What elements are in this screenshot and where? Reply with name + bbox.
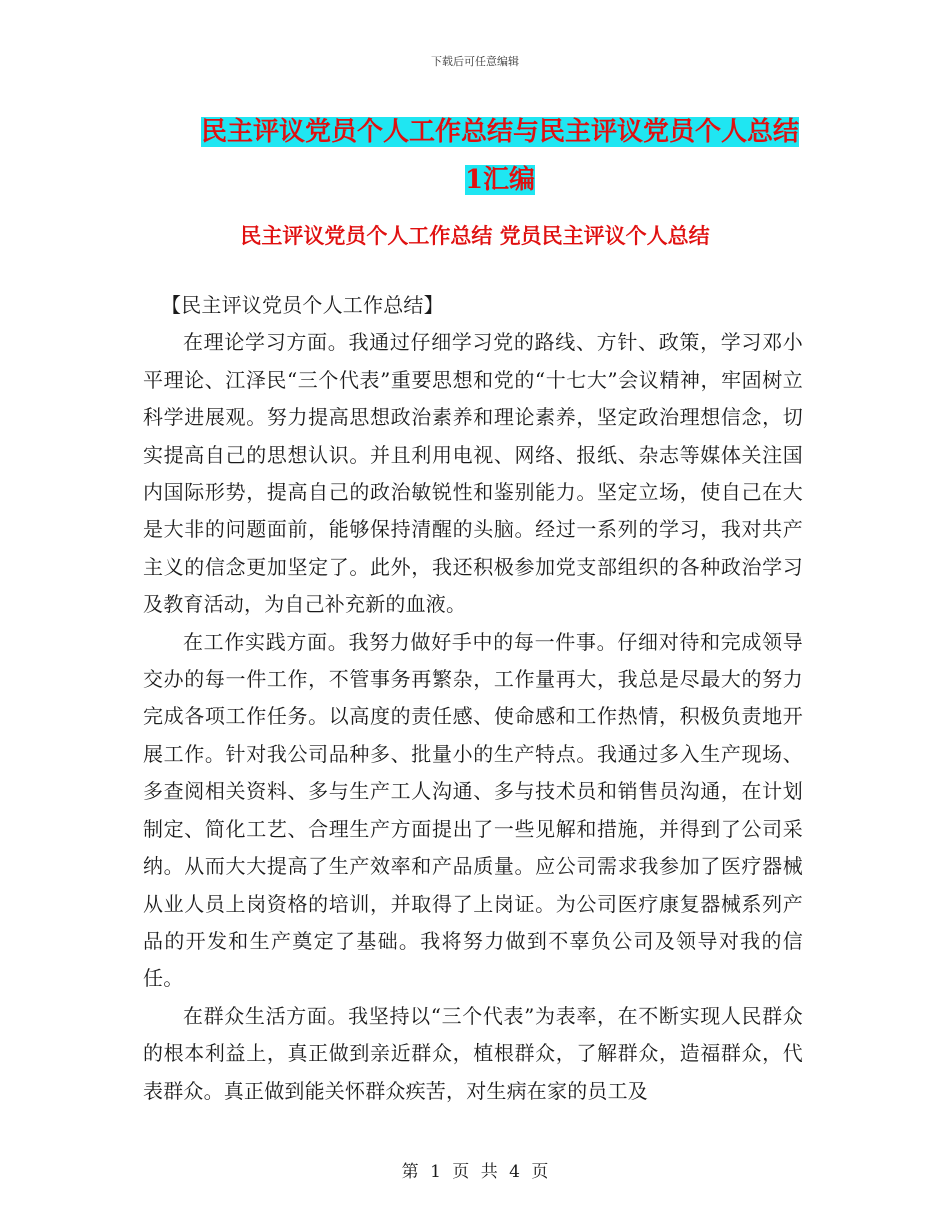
title-line-1: 民主评议党员个人工作总结与民主评议党员个人总结 bbox=[200, 117, 799, 147]
paragraph-theory-study: 在理论学习方面。我通过仔细学习党的路线、方针、政策，学习邓小平理论、江泽民“三个代表”重要思想和党的“十七大”会议精神，牢固树立科学进展观。努力提高思想政治素养和理论素养，坚定政治理想信念，切实提高自己的思想认识。并且利用电视、网络、报纸、杂志等媒体关注国内国际形势，提高自己的政治敏锐性和鉴别能力。坚定立场，使自己在大是大非的问题面前，能够保持清醒的头脑。经过一系列的学习，我对共产主义的信念更加坚定了。此外，我还积极参加党支部组织的各种政治学习及教育活动，为自己补充新的血液。 bbox=[143, 330, 803, 617]
document-title bbox=[160, 108, 840, 204]
document-subtitle: 民主评议党员个人工作总结 党员民主评议个人总结 bbox=[240, 223, 710, 248]
header-note: 下载后可任意编辑 bbox=[431, 55, 519, 68]
document-body bbox=[143, 287, 803, 1110]
paragraph-work-practice: 在工作实践方面。我努力做好手中的每一件事。仔细对待和完成领导交办的每一件工作，不管事务再繁杂，工作量再大，我总是尽最大的努力完成各项工作任务。以高度的责任感、使命感和工作热情，积极负责地开展工作。针对我公司品种多、批量小的生产特点。我通过多入生产现场、多查阅相关资料、多与生产工人沟通、多与技术员和销售员沟通，在计划制定、简化工艺、合理生产方面提出了一些见解和措施，并得到了公司采纳。从而大大提高了生产效率和产品质量。应公司需求我参加了医疗器械从业人员上岗资格的培训，并取得了上岗证。为公司医疗康复器械系列产品的开发和生产奠定了基础。我将努力做到不辜负公司及领导对我的信任。 bbox=[143, 629, 803, 991]
section-heading: 【民主评议党员个人工作总结】 bbox=[161, 293, 444, 317]
page-footer: 第 1 页 共 4 页 bbox=[401, 1162, 549, 1182]
paragraph-mass-life: 在群众生活方面。我坚持以“三个代表”为表率，在不断实现人民群众的根本利益上，真正做到亲近群众，植根群众，了解群众，造福群众，代表群众。真正做到能关怀群众疾苦，对生病在家的员工及 bbox=[143, 1003, 803, 1103]
title-line-2: 1汇编 bbox=[464, 165, 536, 195]
